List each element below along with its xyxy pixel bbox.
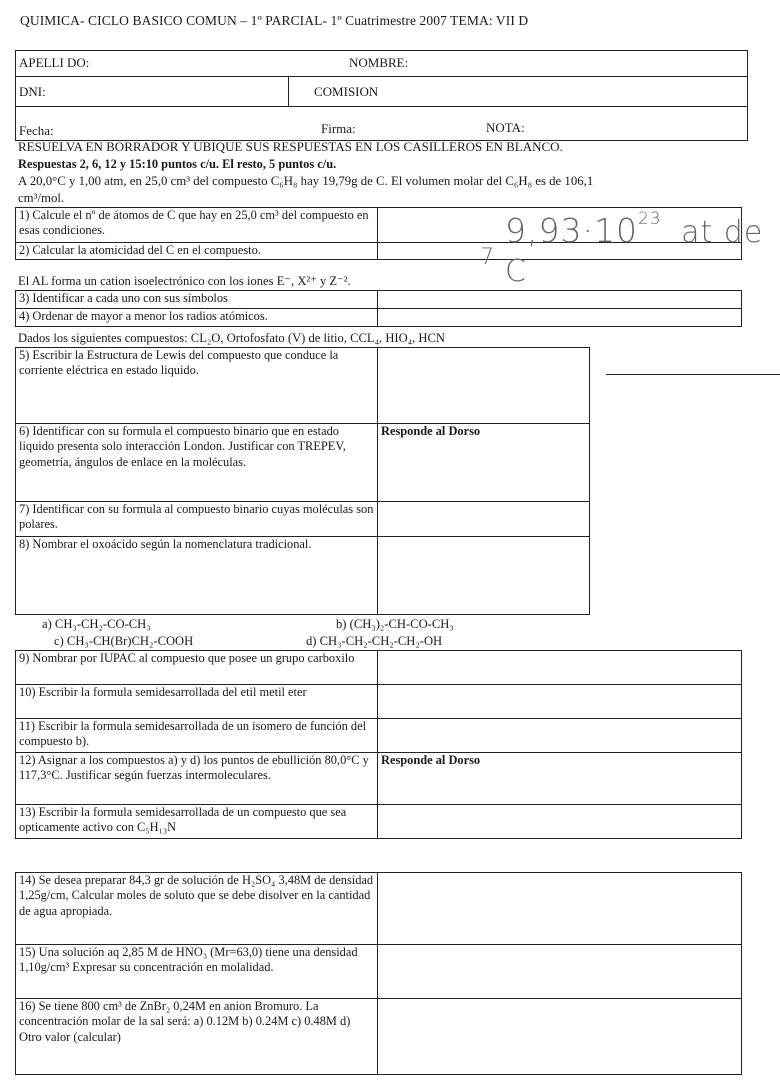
compound-b: b) (CH₃)₂-CH-CO-CH₃: [336, 617, 454, 631]
answer-box-13[interactable]: [378, 805, 742, 839]
question-11: 11) Escribir la formula semidesarrollada de un isomero de función del compuesto b).: [16, 719, 378, 753]
question-block-4: [15, 650, 742, 839]
question-9: 9) Nombrar por IUPAC al compuesto que posee un grupo carboxilo: [16, 651, 378, 685]
nombre-label: NOMBRE:: [349, 55, 409, 70]
handwritten-answer-2: 7: [480, 245, 494, 270]
question-2: 2) Calcular la atomicidad del C en el compuesto.: [16, 243, 378, 260]
question-5: 5) Escribir la Estructura de Lewis del compuesto que conduce la corriente eléctrica en estado liquido.: [16, 348, 378, 424]
question-block-5: [15, 872, 742, 1075]
apellido-label: APELLI DO:: [19, 55, 90, 70]
block2-intro: El AL forma un cation isoelectrónico con los iones E⁻, X²⁺ y Z⁻².: [18, 274, 351, 288]
answer-box-9[interactable]: [378, 651, 742, 685]
handwritten-answer-1: $9,93\cdot 10^{23}$ at de C: [505, 209, 764, 289]
question-10: 10) Escribir la formula semidesarrollada del etil metil eter: [16, 685, 378, 719]
answer-box-15[interactable]: [378, 945, 742, 999]
answer-box-4[interactable]: [378, 309, 742, 327]
question-1: 1) Calcule el nº de átomos de C que hay en 25,0 cm³ del compuesto en esas condiciones.: [16, 208, 378, 243]
answer-6-note: Responde al Dorso: [378, 424, 590, 502]
answer-12-note: Responde al Dorso: [378, 753, 742, 805]
exam-title: QUIMICA- CICLO BASICO COMUN – 1º PARCIAL- 1º Cuatrimestre 2007 TEMA: VII D: [20, 13, 529, 28]
answer-box-16[interactable]: [378, 999, 742, 1075]
nota-label: NOTA:: [486, 120, 525, 135]
answer-box-3[interactable]: [378, 291, 742, 309]
block3-intro: Dados los siguientes compuestos: CL₂O, Ortofosfato (V) de litio, CCL₄, HIO₄, HCN: [18, 331, 445, 345]
question-7: 7) Identificar con su formula al compuesto binario cuyas moléculas son polares.: [16, 502, 378, 537]
scoring-line: Respuestas 2, 6, 12 y 15:10 puntos c/u. El resto, 5 puntos c/u.: [18, 157, 337, 171]
question-16: 16) Se tiene 800 cm³ de ZnBr₂ 0,24M en anion Bromuro. La concentración molar de la sal será: a) 0.12M b) 0.24M c) 0.48M d) Otro valor (calcular): [16, 999, 378, 1075]
compound-d: d) CH₃-CH₂-CH₂-CH₂-OH: [306, 634, 443, 648]
answer-box-5[interactable]: [378, 348, 590, 424]
comision-label: COMISION: [314, 84, 379, 99]
question-4: 4) Ordenar de mayor a menor los radios atómicos.: [16, 309, 378, 327]
question-block-3: [15, 347, 590, 615]
answer-box-10[interactable]: [378, 685, 742, 719]
dni-label: DNI:: [19, 84, 46, 99]
header-form: [15, 50, 748, 141]
compound-c: c) CH₃-CH(Br)CH₂-COOH: [54, 634, 194, 648]
question-block-2: [15, 290, 742, 327]
fecha-label: Fecha:: [19, 123, 54, 138]
question-15: 15) Una solución aq 2,85 M de HNO₃ (Mr=63,0) tiene una densidad 1,10g/cm³ Expresar su concentración en molalidad.: [16, 945, 378, 999]
question-14: 14) Se desea preparar 84,3 gr de solución de H₂SO₄ 3,48M de densidad 1,25g/cm, Calcular moles de soluto que se debe disolver en la cantidad de agua apropiada.: [16, 873, 378, 945]
question-6: 6) Identificar con su formula el compuesto binario que en estado liquido presenta solo interacción London. Justificar con TREPEV, geometría, ángulos de enlace en la moléculas.: [16, 424, 378, 502]
problem-statement-cont: cm³/mol.: [18, 191, 65, 205]
compound-a: a) CH₃-CH₂-CO-CH₃: [42, 617, 151, 631]
question-13: 13) Escribir la formula semidesarrollada de un compuesto que sea opticamente activo con C₅H₁₃N: [16, 805, 378, 839]
question-12: 12) Asignar a los compuestos a) y d) los puntos de ebullición 80,0°C y 117,3°C. Justificar según fuerzas intermoleculares.: [16, 753, 378, 805]
question-3: 3) Identificar a cada uno con sus símbolos: [16, 291, 378, 309]
answer-box-7[interactable]: [378, 502, 590, 537]
answer-box-8[interactable]: [378, 537, 590, 615]
instructions-line: RESUELVA EN BORRADOR Y UBIQUE SUS RESPUESTAS EN LOS CASILLEROS EN BLANCO.: [18, 139, 563, 154]
question-8: 8) Nombrar el oxoácido según la nomenclatura tradicional.: [16, 537, 378, 615]
answer-box-11[interactable]: [378, 719, 742, 753]
firma-label: Firma:: [321, 121, 356, 136]
divider-line: [606, 374, 780, 375]
problem-statement: A 20,0°C y 1,00 atm, en 25,0 cm³ del compuesto C₆H₈ hay 19,79g de C. El volumen molar del C₆H₈ es de 106,1: [18, 174, 594, 188]
answer-box-14[interactable]: [378, 873, 742, 945]
